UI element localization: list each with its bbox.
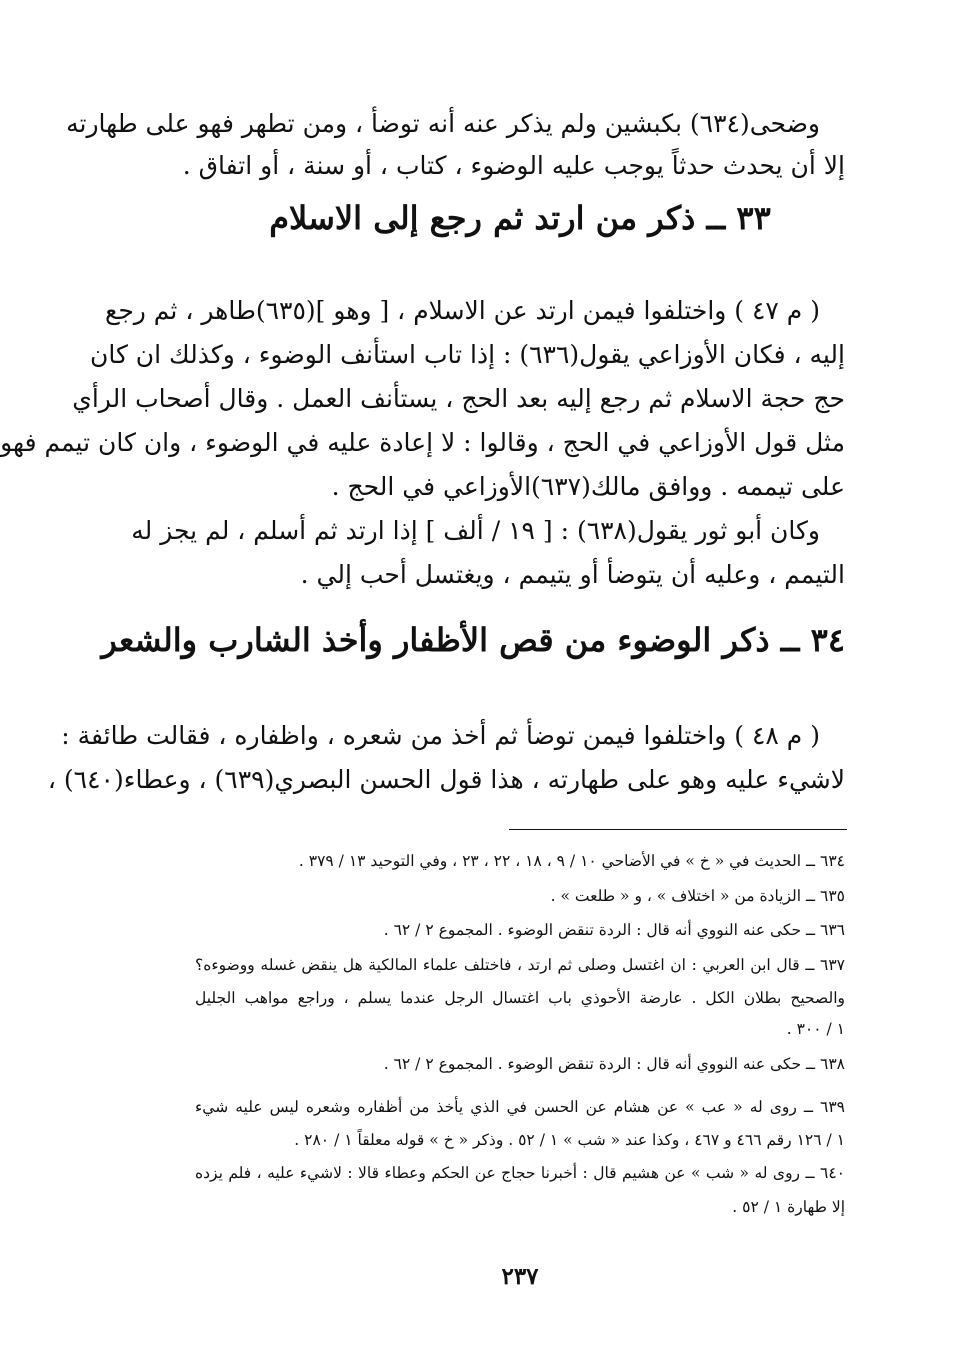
text-line: على تيممه . ووافق مالك(٦٣٧)الأوزاعي في الحج . (331, 472, 845, 501)
footnote-639-line: ١ / ١٢٦ رقم ٤٦٦ و ٤٦٧ ، وكذا عند « شب » ١ / ٥٢ . وذكر « خ » قوله معلقاً ١ / ٢٨٠ . (294, 1131, 845, 1149)
footnote-635: ٦٣٥ ــ الزيادة من « اختلاف » ، و « طلعت » . (550, 887, 845, 905)
footnote-638: ٦٣٨ ــ حكى عنه النووي أنه قال : الردة تنقض الوضوء . المجموع ٢ / ٦٢ . (383, 1055, 845, 1073)
footnote-636: ٦٣٦ ــ حكى عنه النووي أنه قال : الردة تنقض الوضوء . المجموع ٢ / ٦٢ . (383, 921, 845, 939)
text-line: لاشيء عليه وهو على طهارته ، هذا قول الحسن البصري(٦٣٩) ، وعطاء(٦٤٠) ، (47, 765, 845, 794)
section-heading-33: ٣٣ ــ ذكر من ارتد ثم رجع إلى الاسلام (269, 199, 771, 237)
text-line: وكان أبو ثور يقول(٦٣٨) : [ ١٩ / ألف ] إذا ارتد ثم أسلم ، لم يجز له (131, 516, 820, 545)
text-line: التيمم ، وعليه أن يتوضأ أو يتيمم ، ويغتسل أحب إلي . (300, 560, 845, 589)
footnote-637-line: ١ / ٣٠٠ . (786, 1020, 845, 1038)
footnote-634: ٦٣٤ ــ الحديث في « خ » في الأضاحي ١٠ / ٩ ، ١٨ ، ٢٢ ، ٢٣ ، وفي التوحيد ١٣ / ٣٧٩ . (298, 852, 845, 870)
footnote-640-line: ٦٤٠ ــ روى له « شب » عن هشيم قال : أخبرنا حجاج عن الحكم وعطاء قالا : لاشيء عليه ، فلم يزده (195, 1164, 845, 1182)
text-line: إليه ، فكان الأوزاعي يقول(٦٣٦) : إذا تاب استأنف الوضوء ، وكذلك ان كان (89, 340, 845, 369)
text-line: ( م ٤٧ ) واختلفوا فيمن ارتد عن الاسلام ، [ وهو ](٦٣٥)طاهر ، ثم رجع (105, 296, 820, 325)
text-line: ( م ٤٨ ) واختلفوا فيمن توضأ ثم أخذ من شعره ، واظفاره ، فقالت طائفة : (61, 721, 820, 750)
text-line: حج حجة الاسلام ثم رجع إليه بعد الحج ، يستأنف العمل . وقال أصحاب الرأي (72, 384, 845, 413)
footnote-637-line: والصحيح بطلان الكل . عارضة الأحوذي باب اغتسال الرجل عندما يسلم ، وراجع مواهب الجليل (195, 989, 845, 1007)
footnote-640-line: إلا طهارة ١ / ٥٢ . (732, 1198, 845, 1216)
footnote-637-line: ٦٣٧ ــ قال ابن العربي : ان اغتسل وصلى ثم ارتد ، فاختلف علماء المالكية هل ينقض غسله ووضوءه؟ (195, 956, 845, 974)
text-line: إلا أن يحدث حدثاً يوجب عليه الوضوء ، كتاب ، أو سنة ، أو اتفاق . (182, 151, 845, 180)
page-number: ٢٣٧ (501, 1263, 539, 1290)
footnote-separator (509, 829, 847, 830)
text-line: مثل قول الأوزاعي في الحج ، وقالوا : لا إعادة عليه في الوضوء ، وان كان تيمم فهو (0, 428, 845, 457)
text-line: وضحى(٦٣٤) بكبشين ولم يذكر عنه أنه توضأ ، ومن تطهر فهو على طهارته (66, 109, 820, 138)
footnote-639-line: ٦٣٩ ــ روى له « عب » عن هشام عن الحسن في الذي يأخذ من أظفاره وشعره ليس عليه شيء (195, 1098, 845, 1116)
section-heading-34: ٣٤ ــ ذكر الوضوء من قص الأظفار وأخذ الشارب والشعر (101, 621, 845, 659)
